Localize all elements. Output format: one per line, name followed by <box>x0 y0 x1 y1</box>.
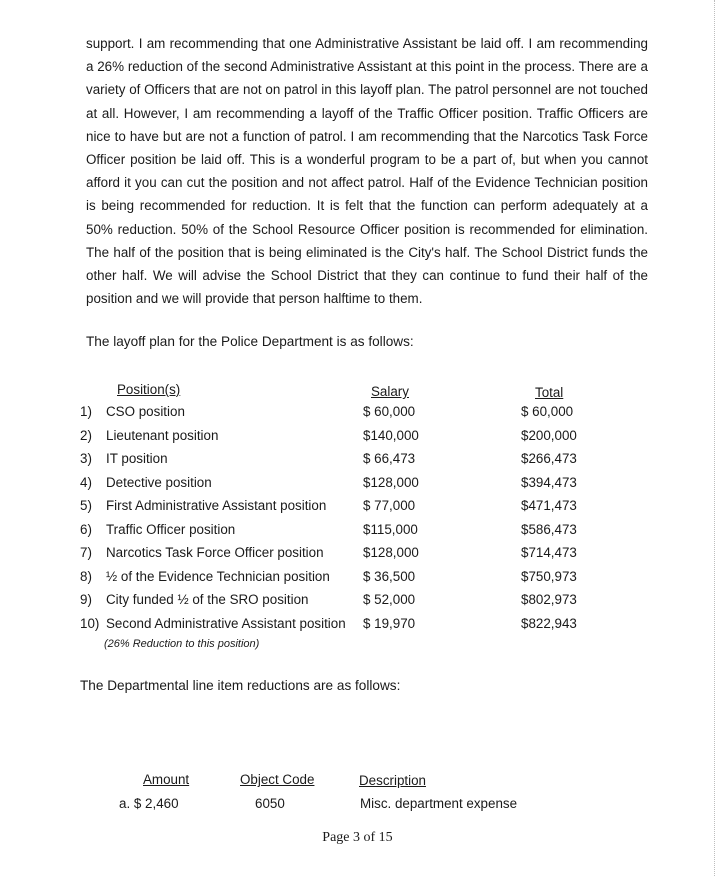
row-number: 7) <box>80 545 92 560</box>
row-number: 3) <box>80 451 92 466</box>
layoff-plan-intro: The layoff plan for the Police Department is as follows: <box>86 334 414 349</box>
table-row <box>0 475 715 497</box>
row-salary: $115,000 <box>363 522 418 537</box>
row-number: 4) <box>80 475 92 490</box>
header-positions: Position(s) <box>117 382 181 397</box>
row-total: $586,473 <box>521 522 577 537</box>
header-salary: Salary <box>371 384 409 399</box>
row-position: Detective position <box>106 475 212 490</box>
row-salary: $ 66,473 <box>363 451 416 466</box>
row-total: $714,473 <box>521 545 577 560</box>
row-salary: $ 60,000 <box>363 404 416 419</box>
row-position: City funded ½ of the SRO position <box>106 592 309 607</box>
header-amount: Amount <box>143 772 190 787</box>
table-row <box>0 428 715 450</box>
row-number: 9) <box>80 592 92 607</box>
row-position: IT position <box>106 451 168 466</box>
row-salary: $ 19,970 <box>363 616 416 631</box>
row-position: ½ of the Evidence Technician position <box>106 569 330 584</box>
row-number: 2) <box>80 428 92 443</box>
row-position: CSO position <box>106 404 185 419</box>
row-number: 10) <box>80 616 100 631</box>
row-number: 5) <box>80 498 92 513</box>
row-position: Traffic Officer position <box>106 522 236 537</box>
table-row <box>0 592 715 614</box>
row-salary: $ 52,000 <box>363 592 416 607</box>
row-salary: $ 36,500 <box>363 569 416 584</box>
row-position: First Administrative Assistant position <box>106 498 327 513</box>
table-row <box>0 404 715 426</box>
header-description: Description <box>359 773 426 788</box>
body-paragraph: support. I am recommending that one Administrative Assistant be laid off. I am recommending a 26% reduction of the second Administrative Assistant at this point in the process. There are a variety of Officers that are not on patrol in this layoff plan. The patrol personnel are not touched at all. However, I am recommending a layoff of the Traffic Officer position. Traffic Officers are nice to have but are not a function of patrol. I am recommending that the Narcotics Task Force Officer position be laid off. This is a wonderful program to be a part of, but when you cannot afford it you can cut the position and not affect patrol. Half of the Evidence Technician position is being recommended for reduction. It is felt that the function can perform adequately at a 50% reduction. 50% of the School Resource Officer position is recommended for elimination. The half of the position that is being eliminated is the City's half. The School District funds the other half. We will advise the School District that they can continue to fund their half of the position and we will provide that person halftime to them. <box>86 36 648 307</box>
row-salary: $128,000 <box>363 475 419 490</box>
row-total: $200,000 <box>521 428 577 443</box>
table-row <box>0 498 715 520</box>
row-total: $471,473 <box>521 498 577 513</box>
row-number: 8) <box>80 569 92 584</box>
row-total: $802,973 <box>521 592 577 607</box>
line-item-intro: The Departmental line item reductions are as follows: <box>80 678 401 693</box>
header-object-code: Object Code <box>240 772 315 787</box>
row-total: $266,473 <box>521 451 577 466</box>
row-total: $822,943 <box>521 616 577 631</box>
reduction-note: (26% Reduction to this position) <box>104 638 260 650</box>
row-object-code: 6050 <box>255 796 285 811</box>
row-number: 6) <box>80 522 92 537</box>
row-position: Lieutenant position <box>106 428 219 443</box>
row-amount: a. $ 2,460 <box>119 796 179 811</box>
table-row <box>0 451 715 473</box>
header-total: Total <box>535 385 564 400</box>
row-description: Misc. department expense <box>360 796 518 811</box>
table-row <box>0 545 715 567</box>
row-total: $ 60,000 <box>521 404 574 419</box>
row-salary: $140,000 <box>363 428 419 443</box>
row-total: $750,973 <box>521 569 577 584</box>
row-number: 1) <box>80 404 92 419</box>
row-salary: $128,000 <box>363 545 419 560</box>
table-row <box>0 796 715 818</box>
row-total: $394,473 <box>521 475 577 490</box>
row-position: Second Administrative Assistant position <box>106 616 346 631</box>
row-position: Narcotics Task Force Officer position <box>106 545 324 560</box>
table-row <box>0 569 715 591</box>
table-row <box>0 522 715 544</box>
row-salary: $ 77,000 <box>363 498 416 513</box>
table-row <box>0 616 715 638</box>
page-number: Page 3 of 15 <box>322 830 393 845</box>
scan-edge-divider <box>711 0 715 876</box>
